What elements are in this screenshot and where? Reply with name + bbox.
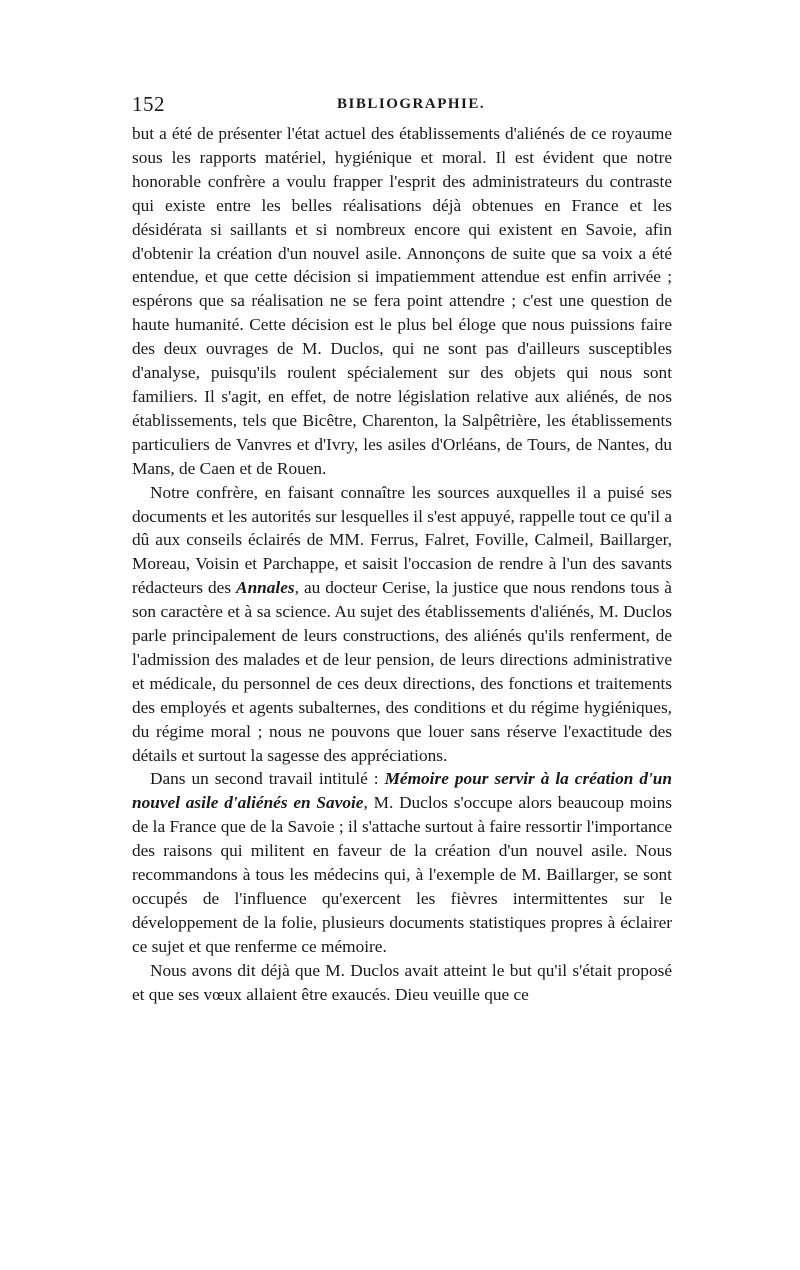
paragraph-2-text-b: , au docteur Cerise, la justice que nous rendons tous à son caractère et à sa science. Au sujet des établissements d'aliénés, M. Duclos parle principalement de leurs constructions, des aliénés qu'ils renferment, de l'admission des malades et de leur pension, de leurs directions administrative et médicale, du personnel de ces deux directions, des fonctions et traitements des employés et agents subalternes, des conditions et du régime hygiéniques, du régime moral ; nous ne pouvons que louer sans réserve l'exactitude des détails et surtout la sagesse des appréciations. [132, 578, 672, 765]
paragraph-1 [132, 122, 672, 481]
paragraph-3-text-b: , M. Duclos s'occupe alors beaucoup moins de la France que de la Savoie ; il s'attache surtout à faire ressortir l'importance des raisons qui militent en faveur de la création d'un nouvel asile. Nous recommandons à tous les médecins qui, à l'exemple de M. Baillarger, se sont occupés de l'influence qu'exercent les fièvres intermittentes sur le développement de la folie, plusieurs documents statistiques propres à éclairer ce sujet et que renferme ce mémoire. [132, 793, 673, 956]
paragraph-3 [132, 767, 672, 958]
page-number: 152 [132, 92, 165, 116]
paragraph-3-text-a: Dans un second travail intitulé : [150, 769, 385, 789]
paragraph-2 [132, 481, 672, 768]
paragraph-4-text: Nous avons dit déjà que M. Duclos avait atteint le but qu'il s'était proposé et que ses vœux allaient être exaucés. Dieu veuille que ce [132, 960, 672, 1004]
paragraph-1-text: but a été de présenter l'état actuel des établissements d'aliénés de ce royaume sous les rapports matériel, hygiénique et moral. Il est évident que notre honorable confrère a voulu frapper l'esprit des administrateurs du contraste qui existe entre les belles réalisations déjà obtenues en France et les désidérata si saillants et si nombreux encore qui existent en Savoie, afin d'obtenir la création d'un nouvel asile. Annonçons de suite que sa voix a été entendue, et que cette décision si impatiemment attendue est enfin arrivée ; espérons que sa réalisation ne se fera point attendre ; c'est une question de haute humanité. Cette décision est le plus bel éloge que nous puissions faire des deux ouvrages de M. Duclos, qui ne sont pas d'ailleurs susceptibles d'analyse, puisqu'ils roulent spécialement sur des objets qui nous sont familiers. Il s'agit, en effet, de notre législation relative aux aliénés, de nos établissements, tels que Bicêtre, Charenton, la Salpêtrière, les établissements particuliers de Vanvres et d'Ivry, les asiles d'Orléans, de Tours, de Nantes, du Mans, de Caen et de Rouen. [132, 124, 672, 478]
body-text [132, 122, 672, 1007]
paragraph-2-text-a: Notre confrère, en faisant connaître les sources auxquelles il a puisé ses documents et les autorités sur lesquelles il s'est appuyé, rappelle tout ce qu'il a dû aux conseils éclairés de MM. Ferrus, Falret, Foville, Calmeil, Baillarger, Moreau, Voisin et Parchappe, et saisit l'occasion de rendre à l'un des savants rédacteurs des [132, 482, 672, 598]
page-header [132, 92, 672, 122]
memoir-title: Mémoire pour servir à la création d'un nouvel asile d'aliénés en Savoie [132, 769, 672, 813]
book-page [132, 92, 672, 1007]
journal-title-annales: Annales [236, 578, 295, 598]
paragraph-4 [132, 959, 672, 1007]
running-title: BIBLIOGRAPHIE. [337, 96, 486, 112]
